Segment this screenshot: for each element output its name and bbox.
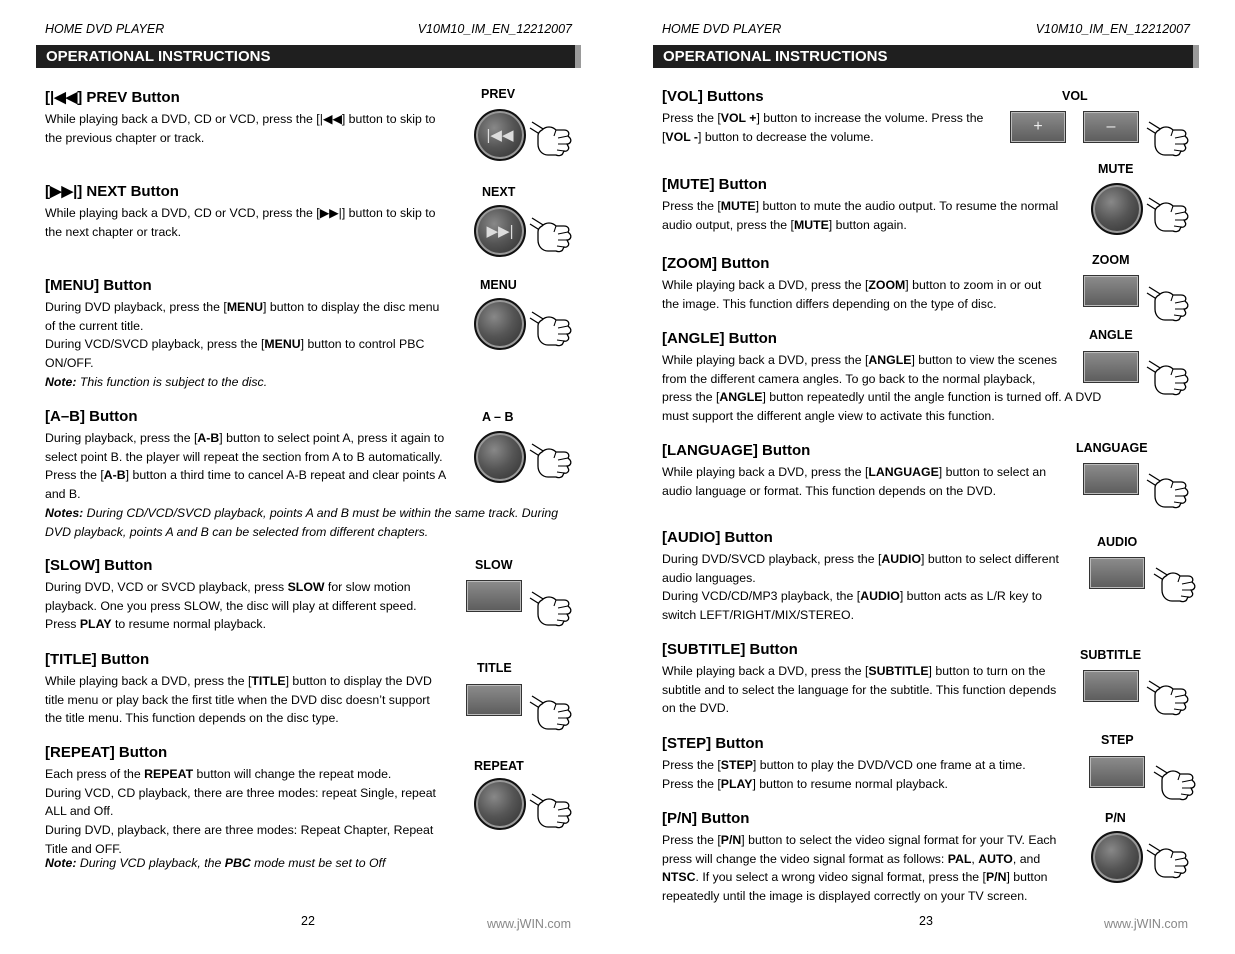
prev-section [45, 88, 465, 147]
menu-button-icon [474, 298, 526, 350]
section-bar: OPERATIONAL INSTRUCTIONS [36, 45, 581, 68]
subtitle-text: While playing back a DVD, press the [SUBTITLE] button to turn on the subtitle and to select the language for the subtitle. This function depends on the DVD. [662, 664, 1057, 716]
zoom-text: While playing back a DVD, press the [ZOOM] button to zoom in or out the image. This function differs depending on the type of disc. [662, 278, 1042, 311]
hand-pointer-icon [1152, 564, 1198, 604]
slow-section [45, 557, 465, 634]
audio-section [662, 529, 1082, 625]
title-title: [TITLE] Button [45, 651, 150, 668]
repeat-button-icon [474, 778, 526, 830]
slow-label: SLOW [475, 558, 513, 572]
hand-pointer-icon [528, 118, 574, 158]
step-button-icon [1089, 756, 1145, 788]
page-number: 22 [301, 914, 315, 928]
title-section [45, 651, 465, 728]
vol-label: VOL [1062, 89, 1088, 103]
menu-section [45, 277, 465, 392]
menu-title: [MENU] Button [45, 277, 152, 294]
prev-button-icon: |◀◀ [474, 109, 526, 161]
hand-pointer-icon [528, 790, 574, 830]
audio-button-icon [1089, 557, 1145, 589]
pn-button-icon [1091, 831, 1143, 883]
next-button-icon: ▶▶| [474, 205, 526, 257]
vol-minus-button-icon: – [1083, 111, 1139, 143]
right-page [617, 0, 1217, 954]
zoom-button-icon [1083, 275, 1139, 307]
hand-pointer-icon [1145, 470, 1191, 510]
angle-label: ANGLE [1089, 328, 1133, 342]
header-title: HOME DVD PLAYER [45, 22, 165, 36]
language-button-icon [1083, 463, 1139, 495]
left-page [0, 0, 580, 954]
hand-pointer-icon [528, 588, 574, 628]
subtitle-section [662, 641, 1082, 718]
repeat-note: Note: During VCD playback, the PBC mode must be set to Off [45, 855, 386, 870]
menu-label: MENU [480, 278, 517, 292]
section-bar: OPERATIONAL INSTRUCTIONS [653, 45, 1199, 68]
slow-button-icon [466, 580, 522, 612]
next-text: While playing back a DVD, CD or VCD, press the [▶▶|] button to skip to the next chapter or track. [45, 206, 436, 239]
hand-pointer-icon [1145, 283, 1191, 323]
language-text: While playing back a DVD, press the [LANGUAGE] button to select an audio language or format. This function depends on the DVD. [662, 465, 1047, 498]
mute-title: [MUTE] Button [662, 176, 767, 193]
hand-pointer-icon [1145, 357, 1191, 397]
zoom-title: [ZOOM] Button [662, 255, 770, 272]
vol-plus-button-icon: + [1010, 111, 1066, 143]
audio-text: During DVD/SVCD playback, press the [AUDIO] button to select different audio languages. During VCD/CD/MP3 playback, the [AUDIO] button acts as L/R key to switch LEFT/RIGHT/MIX/STEREO. [662, 552, 1059, 623]
repeat-title: [REPEAT] Button [45, 744, 168, 761]
website: www.jWIN.com [1104, 917, 1189, 931]
step-label: STEP [1101, 733, 1134, 747]
angle-title: [ANGLE] Button [662, 330, 777, 347]
language-title: [LANGUAGE] Button [662, 442, 811, 459]
prev-text: While playing back a DVD, CD or VCD, press the [|◀◀] button to skip to the previous chapter or track. [45, 112, 436, 145]
hand-pointer-icon [1145, 677, 1191, 717]
title-label: TITLE [477, 661, 512, 675]
ab-label: A – B [482, 410, 514, 424]
pn-text: Press the [P/N] button to select the video signal format for your TV. Each press will change the video signal format as follows: PAL, AUTO, and NTSC. If you select a wrong video signal format, press the [P/N] button repeatedly until the image is displayed correctly on your TV screen. [662, 833, 1057, 904]
mute-label: MUTE [1098, 162, 1134, 176]
hand-pointer-icon [1145, 840, 1191, 880]
header-doc-id: V10M10_IM_EN_12212007 [1035, 22, 1190, 36]
angle-section [662, 330, 1122, 426]
ab-title: [A–B] Button [45, 408, 138, 425]
mute-text: Press the [MUTE] button to mute the audio output. To resume the normal audio output, press the [MUTE] button again. [662, 199, 1059, 232]
language-label: LANGUAGE [1076, 441, 1148, 455]
vol-text: Press the [VOL +] button to increase the volume. Press the [VOL -] button to decrease the volume. [662, 111, 984, 144]
zoom-section [662, 255, 1082, 313]
language-section [662, 442, 1082, 500]
mute-button-icon [1091, 183, 1143, 235]
ab-text: During playback, press the [A-B] button to select point A, press it again to select point B. the player will repeat the section from A to B automatically. Press the [A-B] button a third time to cancel A-B repeat and clear points A and B. [45, 431, 447, 502]
next-label: NEXT [482, 185, 516, 199]
repeat-label: REPEAT [474, 759, 524, 773]
audio-title: [AUDIO] Button [662, 529, 773, 546]
subtitle-title: [SUBTITLE] Button [662, 641, 798, 658]
hand-pointer-icon [528, 308, 574, 348]
vol-section [662, 88, 1002, 146]
hand-pointer-icon [528, 692, 574, 732]
hand-pointer-icon [528, 440, 574, 480]
repeat-section [45, 744, 465, 872]
menu-text: During DVD playback, press the [MENU] button to display the disc menu of the current title. During VCD/SVCD playback, press the [MENU] button to control PBC ON/OFF. [45, 300, 440, 371]
title-text: While playing back a DVD, press the [TITLE] button to display the DVD title menu or play back the first title when the DVD disc doesn’t support the title menu. This function depends on the disc type. [45, 674, 432, 726]
next-section [45, 182, 465, 241]
hand-pointer-icon [1145, 118, 1191, 158]
header-doc-id: V10M10_IM_EN_12212007 [417, 22, 572, 36]
ab-note: Notes: During CD/VCD/SVCD playback, points A and B must be within the same track. During DVD playback, points A and B can be selected from different chapters. [45, 505, 559, 539]
step-title: [STEP] Button [662, 735, 764, 752]
prev-title: [|◀◀] PREV Button [45, 89, 180, 106]
hand-pointer-icon [528, 214, 574, 254]
page-number: 23 [919, 914, 933, 928]
repeat-text: Each press of the REPEAT button will change the repeat mode. During VCD, CD playback, there are three modes: repeat Single, repeat ALL and Off. During DVD, playback, there are three modes: Repeat Chapter, Repeat Title and OFF. [45, 767, 436, 856]
mute-section [662, 176, 1082, 234]
hand-pointer-icon [1145, 194, 1191, 234]
prev-label: PREV [481, 87, 516, 101]
subtitle-label: SUBTITLE [1080, 648, 1142, 662]
website: www.jWIN.com [487, 917, 572, 931]
ab-button-icon [474, 431, 526, 483]
angle-text: While playing back a DVD, press the [ANGLE] button to view the scenes from the different camera angles. To go back to the normal playback, press the [ANGLE] button repeatedly until the angle function is turned off. A DVD must support the different angle view to activate this function. [662, 353, 1102, 424]
step-text: Press the [STEP] button to play the DVD/VCD one frame at a time. Press the [PLAY] button to resume normal playback. [662, 758, 1026, 791]
subtitle-button-icon [1083, 670, 1139, 702]
slow-text: During DVD, VCD or SVCD playback, press SLOW for slow motion playback. One you press SLOW, the disc will play at different speed. Press PLAY to resume normal playback. [45, 580, 417, 632]
next-title: [▶▶|] NEXT Button [45, 183, 179, 200]
title-button-icon [466, 684, 522, 716]
angle-button-icon [1083, 351, 1139, 383]
vol-title: [VOL] Buttons [662, 88, 764, 105]
slow-title: [SLOW] Button [45, 557, 153, 574]
zoom-label: ZOOM [1092, 253, 1130, 267]
hand-pointer-icon [1152, 762, 1198, 802]
pn-label: P/N [1105, 811, 1126, 825]
menu-note: Note: This function is subject to the disc. [45, 374, 268, 389]
pn-section [662, 810, 1082, 906]
step-section [662, 735, 1082, 793]
header-title: HOME DVD PLAYER [662, 22, 782, 36]
audio-label: AUDIO [1097, 535, 1138, 549]
pn-title: [P/N] Button [662, 810, 750, 827]
